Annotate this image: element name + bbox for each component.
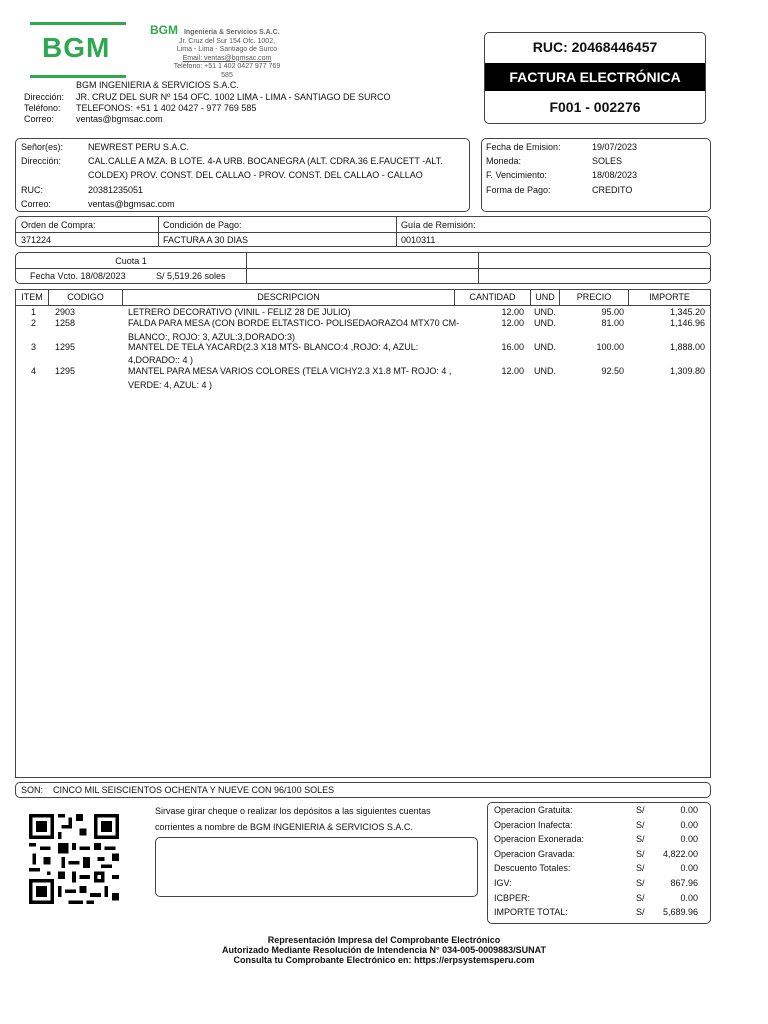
cond-value: FACTURA A 30 DIAS [163, 235, 249, 245]
cuota-box [15, 252, 711, 284]
invoice-title: FACTURA ELECTRÓNICA [485, 63, 705, 91]
ruc-box [484, 32, 706, 124]
footer-line: Consulta tu Comprobante Electrónico en: https://erpsystemsperu.com [233, 955, 535, 965]
mini-line: Lima - Lima - Santiago de Surco [176, 46, 278, 53]
total-row [494, 861, 706, 876]
total-value: 0.00 [680, 892, 698, 903]
invoice-number: F001 - 002276 [549, 99, 641, 115]
moneda-label: Moneda: [486, 156, 522, 166]
total-currency: S/ [636, 877, 645, 888]
total-value: 0.00 [680, 834, 698, 845]
col-und: UND [531, 290, 560, 305]
dates-box [481, 138, 711, 212]
guia-label: Guía de Remisión: [401, 220, 476, 230]
footer-line: Representación Impresa del Comprobante Electrónico [267, 935, 501, 945]
oc-value: 371224 [21, 235, 52, 245]
item-und: UND. [534, 307, 556, 317]
item-desc-cont: VERDE: 4, AZUL: 4 ) [128, 380, 213, 390]
item-qty: 16.00 [501, 342, 524, 352]
item-price: 92.50 [601, 366, 624, 376]
total-currency: S/ [636, 805, 645, 815]
client-dir-label: Dirección: [21, 156, 62, 166]
item-desc: LETRERO DECORATIVO (VINIL - FELIZ 28 DE JULIO) [128, 307, 351, 317]
col-codigo: CODIGO [49, 290, 123, 305]
col-importe: IMPORTE [649, 292, 690, 302]
col-descripcion: DESCRIPCION [123, 290, 455, 305]
total-label: Operacion Exonerada: [494, 834, 585, 845]
mini-line: Jr. Cruz del Sur 154 Ofc. 1002, [178, 37, 276, 45]
item-number: 2 [31, 318, 37, 328]
total-label: IGV: [494, 877, 512, 888]
total-currency: S/ [636, 848, 645, 859]
item-desc: MANTEL DE TELA YACARD(2.3 X18 MTS- BLANCO:4 ,ROJO: 4, AZUL: [128, 342, 419, 352]
item-amount: 1,888.00 [669, 342, 705, 352]
bank-note [155, 803, 431, 835]
item-price: 95.00 [601, 307, 624, 317]
venc-value: 18/08/2023 [592, 170, 638, 180]
items-header [16, 290, 710, 306]
venc-label: F. Vencimiento: [486, 170, 548, 180]
item-code: 1258 [55, 318, 76, 328]
total-currency: S/ [636, 892, 645, 903]
total-row [494, 891, 706, 906]
item-number: 3 [31, 342, 37, 352]
total-value: 0.00 [680, 805, 698, 815]
cuota-fecha: Fecha Vcto. 18/08/2023 [30, 271, 126, 281]
company-address: JR. CRUZ DEL SUR Nº 154 OFC. 1002 LIMA - LIMA - SANTIAGO DE SURCO [76, 92, 391, 102]
logo-text: BGM [42, 32, 111, 63]
item-desc-cont: BLANCO:, ROJO: 3, AZUL:3,DORADO:3) [128, 332, 296, 342]
pago-label: Forma de Pago: [486, 185, 551, 195]
total-currency: S/ [636, 819, 645, 830]
item-number: 1 [31, 307, 37, 317]
client-ruc-label: RUC: [21, 185, 43, 195]
total-label: Operacion Gratuita: [494, 805, 573, 815]
total-currency: S/ [636, 834, 645, 845]
son-label: SON: [21, 785, 44, 795]
mini-sub: Ingenieria & Servicios S.A.C. [183, 29, 280, 36]
client-box [15, 138, 470, 212]
son-box [15, 782, 711, 798]
notes-box [155, 837, 478, 897]
item-code: 1295 [55, 342, 76, 352]
client-ruc: 20381235051 [88, 185, 144, 195]
son-text: CINCO MIL SEISCIENTOS OCHENTA Y NUEVE CON 96/100 SOLES [53, 785, 335, 795]
total-row [494, 876, 706, 891]
client-correo: ventas@bgmsac.com [88, 199, 175, 209]
cond-label: Condición de Pago: [163, 220, 242, 230]
client-dir-1: CAL.CALLE A MZA. B LOTE. 4-A URB. BOCANEGRA (ALT. CDRA.36 E.FAUCETT -ALT. [88, 156, 443, 166]
company-email: ventas@bgmsac.com [76, 114, 163, 124]
item-amount: 1,309.80 [669, 366, 705, 376]
qr-code-icon [26, 814, 122, 904]
total-value: 867.96 [670, 877, 698, 888]
oc-label: Orden de Compra: [21, 220, 96, 230]
item-und: UND. [534, 366, 556, 376]
mini-line: Email: ventas@bgmsac.com [182, 54, 272, 62]
company-name: BGM INGENIERIA & SERVICIOS S.A.C. [76, 80, 239, 90]
total-value: 5,689.96 [662, 907, 698, 918]
client-senor: NEWREST PERU S.A.C. [88, 142, 189, 152]
col-item: ITEM [16, 290, 49, 305]
client-senor-label: Señor(es): [21, 142, 64, 152]
item-desc: FALDA PARA MESA (CON BORDE ELTASTICO- POLISEDAORAZO4 MTX70 CM- [128, 318, 460, 328]
total-value: 0.00 [680, 863, 698, 874]
total-row [494, 847, 706, 862]
client-correo-label: Correo: [21, 199, 52, 209]
total-row [494, 905, 706, 920]
emision-label: Fecha de Emision: [486, 142, 561, 152]
invoice-ruc: RUC: 20468446457 [532, 39, 658, 55]
order-box [15, 216, 711, 247]
total-label: IMPORTE TOTAL: [494, 907, 568, 918]
item-amount: 1,345.20 [669, 307, 705, 317]
total-currency: S/ [636, 863, 645, 874]
item-qty: 12.00 [501, 366, 524, 376]
item-desc-cont: 4,DORADO:: 4 ) [128, 355, 194, 365]
mini-brand: BGM [150, 23, 178, 37]
client-dir-2: COLDEX) PROV. CONST. DEL CALLAO - PROV. CONST. DEL CALLAO - CALLAO [88, 170, 423, 180]
item-price: 100.00 [596, 342, 624, 352]
item-qty: 12.00 [501, 307, 524, 317]
item-number: 4 [31, 366, 37, 376]
total-row [494, 803, 706, 818]
item-und: UND. [534, 318, 556, 328]
item-code: 2903 [55, 307, 76, 317]
item-desc: MANTEL PARA MESA VARIOS COLORES (TELA VICHY2.3 X1.8 MT- ROJO: 4 , [128, 366, 452, 376]
moneda-value: SOLES [592, 156, 623, 166]
item-price: 81.00 [601, 318, 624, 328]
total-row [494, 832, 706, 847]
company-phone-label: Teléfono: [24, 103, 61, 113]
bank-note-line: corrientes a nombre de BGM INGENIERIA & SERVICIOS S.A.C. [155, 822, 413, 832]
col-precio: PRECIO [560, 290, 629, 305]
total-value: 0.00 [680, 819, 698, 830]
total-label: Operacion Inafecta: [494, 819, 573, 830]
total-row [494, 818, 706, 833]
item-amount: 1,146.96 [669, 318, 705, 328]
company-address-label: Dirección: [24, 92, 65, 102]
mini-line: Teléfono: +51 1 402 0427 977 769 585 [173, 63, 281, 79]
footer-line: Autorizado Mediante Resolución de Intendencia N° 034-005-0009883/SUNAT [221, 945, 547, 955]
items-table [15, 289, 711, 778]
guia-value: 0010311 [401, 235, 436, 245]
total-label: Operacion Gravada: [494, 848, 576, 859]
item-qty: 12.00 [501, 318, 524, 328]
col-cantidad: CANTIDAD [455, 290, 531, 305]
cuota-monto: S/ 5,519.26 soles [156, 271, 226, 281]
item-code: 1295 [55, 366, 76, 376]
total-currency: S/ [636, 907, 645, 918]
pago-value: CREDITO [592, 185, 633, 195]
company-logo [30, 22, 126, 80]
bank-note-line: Sirvase girar cheque o realizar los depósitos a las siguientes cuentas [155, 806, 431, 816]
totals-list [494, 803, 706, 920]
item-und: UND. [534, 342, 556, 352]
company-phone: TELEFONOS: +51 1 402 0427 - 977 769 585 [76, 103, 257, 113]
total-value: 4,822.00 [662, 848, 698, 859]
total-label: ICBPER: [494, 892, 531, 903]
company-mini-card [150, 23, 300, 80]
total-label: Descuento Totales: [494, 863, 571, 874]
emision-value: 19/07/2023 [592, 142, 638, 152]
cuota-label: Cuota 1 [115, 256, 147, 266]
company-email-label: Correo: [24, 114, 55, 124]
